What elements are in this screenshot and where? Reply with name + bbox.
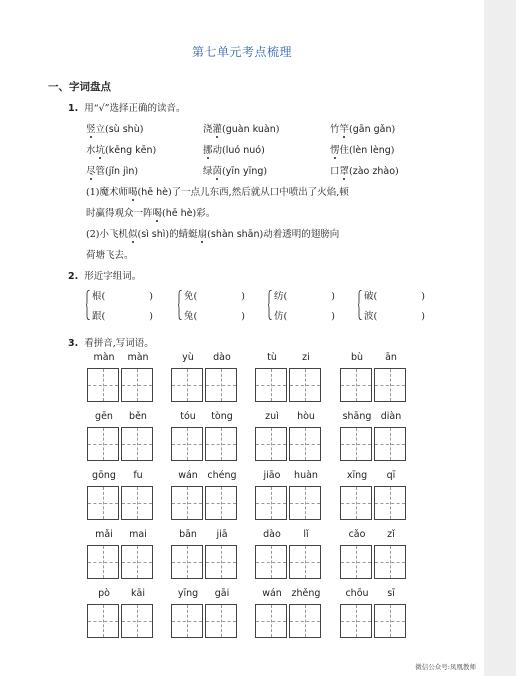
writing-cell[interactable] <box>87 368 119 402</box>
word-char: ( <box>349 166 353 177</box>
q2-pair-line <box>92 288 153 302</box>
pinyin-choices: zào zhào <box>352 166 396 177</box>
pinyin-label: dào <box>263 529 281 540</box>
page-title: 第七单元考点梳理 <box>191 45 292 59</box>
pair-char-text: 波( <box>364 311 378 322</box>
q1-sentence-1-line-2: 时赢得观众一阵喝(hē hè)彩。 <box>86 208 216 219</box>
writing-cell[interactable] <box>255 486 287 520</box>
q2-pair-group <box>178 288 248 328</box>
bracket: ) <box>263 166 268 177</box>
q1-word-item <box>203 121 279 135</box>
pair-char-text: 纺( <box>274 291 288 302</box>
q2-pair-group <box>268 288 338 328</box>
q2-pair-line <box>364 308 425 322</box>
bracket: ) <box>241 311 245 322</box>
word-char: 口 <box>330 166 340 177</box>
bracket: ) <box>421 311 425 322</box>
dotted-char: 罩 <box>339 166 350 177</box>
pinyin-label: tòng <box>211 411 233 422</box>
pinyin-choices: hē hè <box>141 187 168 198</box>
word-char: ( <box>105 145 109 156</box>
writing-cell[interactable] <box>87 545 119 579</box>
pinyin-label: chéng <box>207 470 237 481</box>
writing-cell[interactable] <box>121 604 153 638</box>
pinyin-label: gēn <box>95 411 113 422</box>
dotted-char: 灌 <box>212 124 223 135</box>
pinyin-label: huàn <box>294 470 318 481</box>
word-char: 竹 <box>330 124 340 135</box>
pinyin-label: tù <box>267 352 277 363</box>
bracket: ) <box>331 311 335 322</box>
bracket: ) <box>241 291 245 302</box>
bracket: ) <box>390 145 395 156</box>
brace-symbol <box>178 290 182 320</box>
q1-sentence-2-line-1: (2)小飞机似(sì shì)的蜻蜓扇(shàn shān)动着透明的翅膀向 <box>86 229 340 240</box>
word-char: 立( <box>95 124 109 135</box>
brace-symbol <box>358 290 362 320</box>
writing-cell[interactable] <box>374 427 406 461</box>
pinyin-label: běn <box>129 411 147 422</box>
pinyin-label: gāi <box>214 588 230 599</box>
pinyin-label: dào <box>213 352 231 363</box>
pinyin-choices: jǐn jìn <box>108 166 135 177</box>
pinyin-label: pò <box>98 588 110 599</box>
word-char: 水 <box>86 145 96 156</box>
writing-cell[interactable] <box>171 486 203 520</box>
bracket: ) <box>152 145 157 156</box>
q1-word-item <box>203 142 265 156</box>
bracket: ) <box>391 124 396 135</box>
pinyin-choices: gān gǎn <box>352 124 392 135</box>
writing-cell[interactable] <box>171 427 203 461</box>
bracket: ) <box>134 166 139 177</box>
q1-sentence-1-line-1: (1)魔术师喝(hē hè)了一点儿东西,然后就从口中喷出了火焰,顿 <box>86 187 349 198</box>
pinyin-label: kāi <box>131 588 145 599</box>
q1-sentence-2-line-2: 荷塘飞去。 <box>86 250 134 261</box>
pinyin-label: jiāo <box>263 470 281 481</box>
writing-cell[interactable] <box>340 368 372 402</box>
dotted-char: 扇 <box>197 229 208 240</box>
pinyin-label: lǐ <box>303 529 309 540</box>
q1-word-item <box>86 163 138 177</box>
writing-cell[interactable] <box>374 604 406 638</box>
q1-word-item <box>86 142 156 156</box>
writing-cell[interactable] <box>374 545 406 579</box>
q3-instruction: 看拼音,写词语。 <box>84 338 154 349</box>
pinyin-label: bù <box>350 352 364 363</box>
writing-cell[interactable] <box>340 486 372 520</box>
q2-pair-line <box>184 308 245 322</box>
writing-cell[interactable] <box>205 545 237 579</box>
q3-number: 3. <box>68 338 79 349</box>
writing-cell[interactable] <box>340 545 372 579</box>
pinyin-label: wán <box>178 470 198 481</box>
word-char: ( <box>222 124 226 135</box>
writing-cell[interactable] <box>171 545 203 579</box>
writing-cell[interactable] <box>374 368 406 402</box>
pinyin-choices: lèn lèng <box>352 145 391 156</box>
writing-cell[interactable] <box>87 604 119 638</box>
writing-cell[interactable] <box>255 427 287 461</box>
pinyin-label: tóu <box>180 411 196 422</box>
bracket: ) <box>275 124 280 135</box>
q2-instruction: 形近字组词。 <box>84 271 142 282</box>
q2-pair-line <box>92 308 153 322</box>
pinyin-label: fu <box>133 470 143 481</box>
pinyin-label: zi <box>302 352 310 363</box>
writing-cell[interactable] <box>205 604 237 638</box>
q3-heading <box>68 335 154 349</box>
word-char: ( <box>222 166 226 177</box>
bracket: ) <box>261 145 265 156</box>
pair-char-text: 破( <box>364 291 378 302</box>
bracket: ) <box>149 291 153 302</box>
dotted-char: 竿 <box>339 124 350 135</box>
q1-word-item <box>330 121 395 135</box>
pinyin-choices: shàn shān <box>210 229 260 240</box>
writing-cell[interactable] <box>255 604 287 638</box>
pinyin-label: wán <box>262 588 282 599</box>
writing-cell[interactable] <box>87 427 119 461</box>
word-char: 动( <box>212 145 226 156</box>
pinyin-label: zhěng <box>291 588 321 599</box>
q2-pair-line <box>184 288 245 302</box>
bracket: ) <box>421 291 425 302</box>
pinyin-label: xīng <box>346 470 368 481</box>
writing-cell[interactable] <box>255 545 287 579</box>
writing-cell[interactable] <box>340 604 372 638</box>
writing-cell[interactable] <box>289 368 321 402</box>
q1-word-item <box>203 163 267 177</box>
dotted-char: 喝 <box>152 208 163 219</box>
pinyin-label: bān <box>179 529 197 540</box>
writing-cell[interactable] <box>121 368 153 402</box>
q1-heading <box>68 100 186 114</box>
pinyin-label: gōng <box>92 470 116 481</box>
q2-pair-line <box>274 288 335 302</box>
writing-cell[interactable] <box>87 486 119 520</box>
pinyin-label: mai <box>129 529 147 540</box>
writing-cell[interactable] <box>374 486 406 520</box>
writing-cell[interactable] <box>289 604 321 638</box>
writing-cell[interactable] <box>255 368 287 402</box>
writing-cell[interactable] <box>205 486 237 520</box>
q2-pair-group <box>358 288 428 328</box>
dotted-char: 茵 <box>212 166 223 177</box>
writing-cell[interactable] <box>171 604 203 638</box>
q1-number: 1. <box>68 103 79 114</box>
dotted-char: 尽 <box>86 166 96 177</box>
bracket: ) <box>149 311 153 322</box>
pinyin-choices: sù shù <box>108 124 140 135</box>
pinyin-choices: sì shì <box>141 229 166 240</box>
pinyin-label: cǎo <box>348 529 366 540</box>
pinyin-label: ān <box>385 352 397 363</box>
word-char: 住( <box>339 145 353 156</box>
pinyin-choices: guàn kuàn <box>225 124 276 135</box>
writing-cell[interactable] <box>340 427 372 461</box>
bracket: ) <box>139 124 144 135</box>
bracket: ) <box>331 291 335 302</box>
q2-heading <box>68 268 141 282</box>
q1-instruction: 用“√”选择正确的读音。 <box>84 103 186 114</box>
pair-char-text: 跟( <box>92 311 106 322</box>
writing-cell[interactable] <box>289 486 321 520</box>
right-margin-strip <box>484 0 516 676</box>
q2-number: 2. <box>68 271 79 282</box>
pinyin-choices: hē hè <box>165 208 193 219</box>
q1-word-item <box>330 142 395 156</box>
pinyin-label: yù <box>182 352 194 363</box>
dotted-char: 挪 <box>203 145 213 156</box>
writing-cell[interactable] <box>171 368 203 402</box>
dotted-char: 喝 <box>127 187 138 198</box>
bracket: ) <box>395 166 399 177</box>
pinyin-label: sī <box>387 588 395 599</box>
writing-cell[interactable] <box>121 545 153 579</box>
pinyin-label: yīng <box>177 588 199 599</box>
writing-cell[interactable] <box>205 427 237 461</box>
q1-word-item <box>330 163 399 177</box>
word-char: 管( <box>95 166 109 177</box>
pinyin-choices: kēng kēn <box>108 145 153 156</box>
dotted-char: 似 <box>127 229 138 240</box>
q1-word-item <box>86 121 143 135</box>
section-heading: 一、字词盘点 <box>48 81 111 93</box>
dotted-char: 竖 <box>86 124 96 135</box>
pinyin-label: mǎi <box>95 529 113 540</box>
pair-char-text: 兔( <box>184 311 198 322</box>
q2-pair-line <box>364 288 425 302</box>
pinyin-choices: yīn yīng <box>225 166 264 177</box>
pinyin-label: zǐ <box>387 529 395 540</box>
pinyin-label: shāng <box>342 411 372 422</box>
word-char: ( <box>349 124 353 135</box>
writing-cell[interactable] <box>289 545 321 579</box>
pinyin-label: jiā <box>216 529 228 540</box>
writing-cell[interactable] <box>121 427 153 461</box>
word-char: 浇 <box>203 124 213 135</box>
footer-credit: 微信公众号:凤凰教师 <box>415 663 476 671</box>
writing-cell[interactable] <box>205 368 237 402</box>
pinyin-label: qī <box>386 470 396 481</box>
dotted-char: 坑 <box>95 145 106 156</box>
brace-symbol <box>86 290 90 320</box>
pinyin-label: chōu <box>345 588 369 599</box>
word-char: 绿 <box>203 166 213 177</box>
q2-pair-group <box>86 288 156 328</box>
pinyin-label: màn <box>93 352 115 363</box>
pair-char-text: 根( <box>92 291 106 302</box>
writing-cell[interactable] <box>121 486 153 520</box>
pinyin-choices: luó nuó <box>225 145 262 156</box>
pinyin-label: diàn <box>380 411 402 422</box>
pinyin-label: hòu <box>297 411 315 422</box>
dotted-char: 愣 <box>330 145 340 156</box>
pair-char-text: 免( <box>184 291 198 302</box>
pinyin-label: zuì <box>265 411 279 422</box>
pair-char-text: 仿( <box>274 311 288 322</box>
q2-pair-line <box>274 308 335 322</box>
pinyin-label: màn <box>127 352 149 363</box>
writing-cell[interactable] <box>289 427 321 461</box>
brace-symbol <box>268 290 272 320</box>
